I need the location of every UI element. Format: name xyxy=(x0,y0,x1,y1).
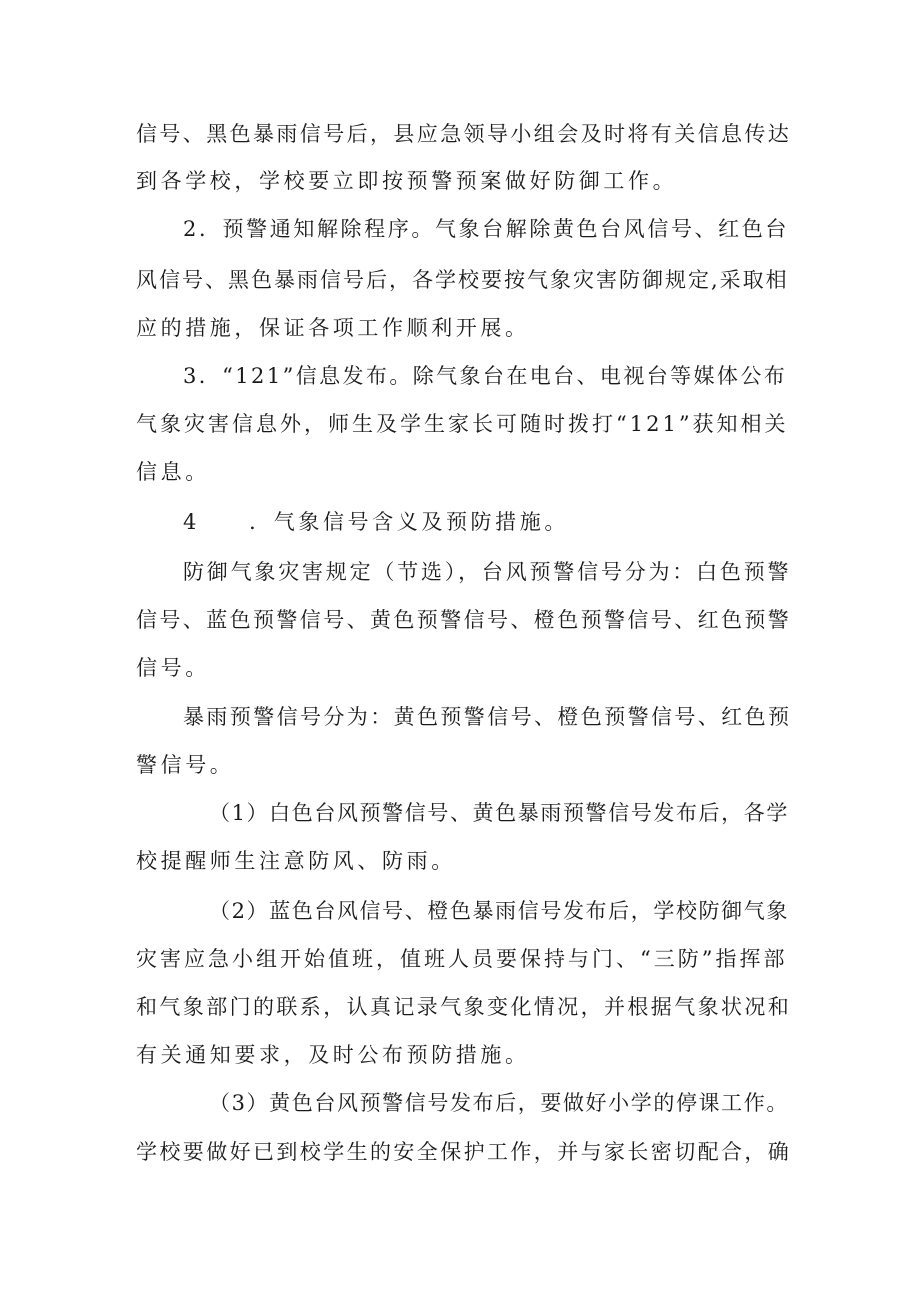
text-line: 到各学校，学校要立即按预警预案做好防御工作。 xyxy=(136,169,678,193)
text-line: 灾害应急小组开始值班，值班人员要保持与门、“三防”指挥部 xyxy=(136,947,788,971)
text-line: 有关通知要求，及时公布预防措施。 xyxy=(136,1043,530,1067)
text-line: 学校要做好已到校学生的安全保护工作，并与家长密切配合，确 xyxy=(136,1140,792,1164)
text-line: 暴雨预警信号分为：黄色预警信号、橙色预警信号、红色预 xyxy=(183,705,792,729)
text-line: 校提醒师生注意防风、防雨。 xyxy=(136,849,456,873)
text-line: 3．“121”信息发布。除气象台在电台、电视台等媒体公布 xyxy=(183,364,788,388)
text-line: 气象灾害信息外，师生及学生家长可随时拨打“121”获知相关 xyxy=(136,412,789,436)
text-line: 信号、黑色暴雨信号后，县应急领导小组会及时将有关信息传达 xyxy=(136,122,792,146)
text-line: 信号。 xyxy=(136,656,210,680)
text-line: 风信号、黑色暴雨信号后，各学校要按气象灾害防御规定,采取相 xyxy=(136,268,789,292)
text-line: 警信号。 xyxy=(136,753,235,777)
text-line: 2．预警通知解除程序。气象台解除黄色台风信号、红色台 xyxy=(183,217,789,241)
text-line: （2）蓝色台风信号、橙色暴雨信号发布后，学校防御气象 xyxy=(209,899,789,923)
text-line: （3）黄色台风预警信号发布后，要做好小学的停课工作。 xyxy=(209,1091,789,1115)
text-line: 和气象部门的联系，认真记录气象变化情况，并根据气象状况和 xyxy=(136,995,792,1019)
text-line: 信号、蓝色预警信号、黄色预警信号、橙色预警信号、红色预警 xyxy=(136,608,792,632)
text-line: （1）白色台风预警信号、黄色暴雨预警信号发布后，各学 xyxy=(209,801,789,825)
text-line: 信息。 xyxy=(136,460,210,484)
section-heading: 4 ．气象信号含义及预防措施。 xyxy=(183,510,569,534)
text-line: 应的措施，保证各项工作顺利开展。 xyxy=(136,316,530,340)
text-line: 防御气象灾害规定（节选），台风预警信号分为：白色预警 xyxy=(183,560,792,584)
